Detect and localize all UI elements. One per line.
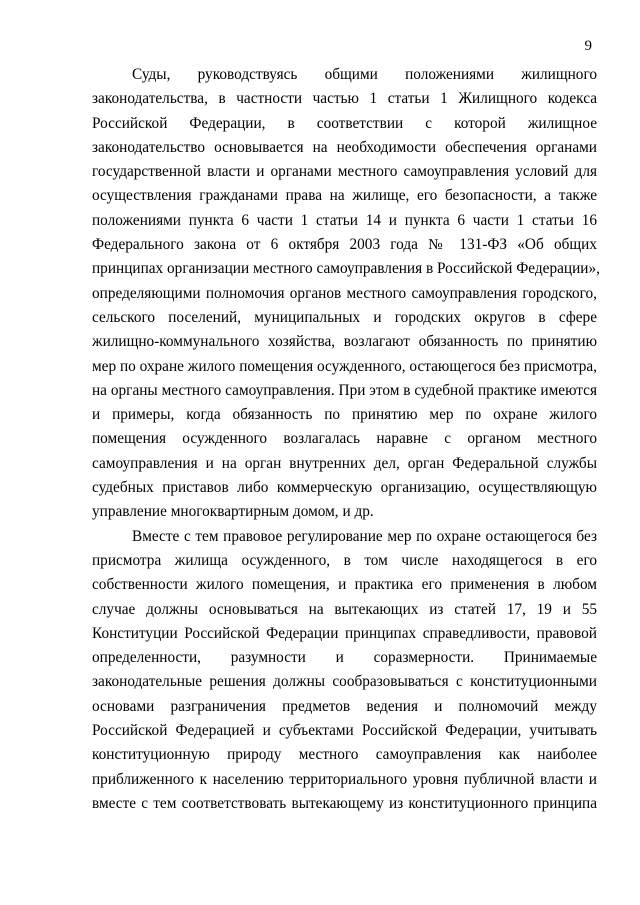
text-line: законодательные решения должны сообразовываться с конституционными [92, 673, 597, 691]
text-line: и примеры, когда обязанность по принятию мер по охране жилого [92, 406, 597, 424]
text-line: определяющими полномочия органов местного самоуправления городского, [92, 284, 597, 302]
document-body [92, 63, 600, 816]
text-line: законодательства, в частности частью 1 статьи 1 Жилищного кодекса [92, 90, 597, 108]
text-line: Российской Федерации, в соответствии с которой жилищное [92, 114, 597, 132]
text-line: Федерального закона от 6 октября 2003 года № 131-ФЗ «Об общих [92, 236, 597, 254]
text-line: жилищно-коммунального хозяйства, возлагают обязанность по принятию [92, 333, 597, 351]
text-line: Конституции Российской Федерации принципах справедливости, правовой [92, 624, 597, 642]
text-line: мер по охране жилого помещения осужденного, остающегося без присмотра, [92, 357, 597, 375]
text-line: самоуправления и на орган внутренних дел, орган Федеральной службы [92, 454, 597, 472]
text-line: определенности, разумности и соразмерности. Принимаемые [92, 649, 597, 667]
text-line: вместе с тем соответствовать вытекающему из конституционного принципа [92, 794, 597, 812]
page-number: 9 [584, 38, 592, 54]
text-line: осуществления гражданами права на жилище, его безопасности, а также [92, 187, 597, 205]
text-line: Суды, руководствуясь общими положениями жилищного [132, 66, 597, 83]
text-line: на органы местного самоуправления. При этом в судебной практике имеются [92, 381, 597, 399]
text-line: помещения осужденного возлагалась наравне с органом местного [92, 430, 597, 448]
text-line: управление многоквартирным домом, и др. [92, 503, 374, 521]
text-line: государственной власти и органами местного самоуправления условий для [92, 163, 597, 181]
text-line: случае должны основываться на вытекающих из статей 17, 19 и 55 [92, 600, 597, 618]
text-line: принципах организации местного самоуправления в Российской Федерации», [92, 260, 600, 278]
text-line: Вместе с тем правовое регулирование мер по охране остающегося без [132, 527, 597, 545]
text-line: законодательство основывается на необходимости обеспечения органами [92, 138, 597, 156]
text-line: приближенного к населению территориального уровня публичной власти и [92, 770, 597, 788]
text-line: положениями пункта 6 части 1 статьи 14 и пункта 6 части 1 статьи 16 [92, 211, 597, 229]
text-line: присмотра жилища осужденного, в том числе находящегося в его [92, 551, 597, 569]
text-line: сельского поселений, муниципальных и городских округов в сфере [92, 308, 597, 326]
paragraph-2 [92, 525, 597, 817]
text-line: судебных приставов либо коммерческую организацию, осуществляющую [92, 479, 597, 497]
text-line: основами разграничения предметов ведения и полномочий между [92, 697, 597, 715]
text-line: конституционную природу местного самоуправления как наиболее [92, 746, 597, 764]
text-line: собственности жилого помещения, и практика его применения в любом [92, 576, 597, 594]
paragraph-1 [92, 63, 600, 525]
text-line: Российской Федерацией и субъектами Российской Федерации, учитывать [92, 722, 597, 740]
